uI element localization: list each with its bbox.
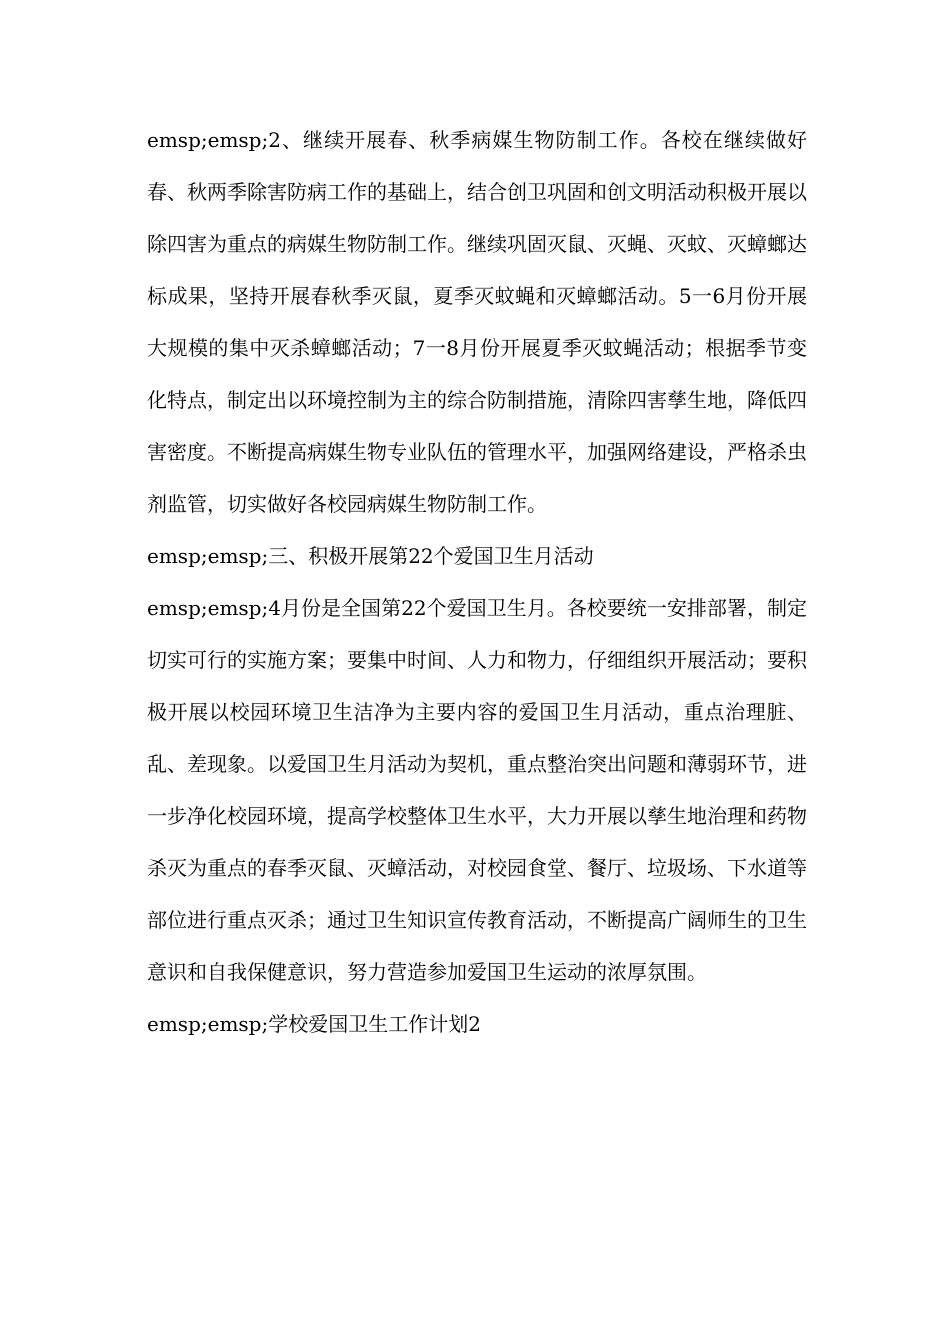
section-heading-patriotic-health-month: emsp;emsp;三、积极开展第22个爱国卫生月活动 [147,544,594,568]
plan-title-2: emsp;emsp;学校爱国卫生工作计划2 [147,1012,481,1036]
paragraph-vector-control: emsp;emsp;2、继续开展春、秋季病媒生物防制工作。各校在继续做好春、秋两季除害防病工作的基础上，结合创卫巩固和创文明活动积极开展以除四害为重点的病媒生物防制工作。继续巩固灭鼠、灭蝇、灭蚊、灭蟑螂达标成果，坚持开展春秋季灭鼠，夏季灭蚊蝇和灭蟑螂活动。5一6月份开展大规模的集中灭杀蟑螂活动；7一8月份开展夏季灭蚊蝇活动；根据季节变化特点，制定出以环境控制为主的综合防制措施，清除四害孳生地，降低四害密度。不断提高病媒生物专业队伍的管理水平，加强网络建设，严格杀虫剂监管，切实做好各校园病媒生物防制工作。 [147,128,807,516]
paragraph-health-month-activities: emsp;emsp;4月份是全国第22个爱国卫生月。各校要统一安排部署，制定切实可行的实施方案；要集中时间、人力和物力，仔细组织开展活动；要积极开展以校园环境卫生洁净为主要内容的爱国卫生月活动，重点治理脏、乱、差现象。以爱国卫生月活动为契机，重点整治突出问题和薄弱环节，进一步净化校园环境，提高学校整体卫生水平，大力开展以孳生地治理和药物杀灭为重点的春季灭鼠、灭蟑活动，对校园食堂、餐厅、垃圾场、下水道等部位进行重点灭杀；通过卫生知识宣传教育活动，不断提高广阔师生的卫生意识和自我保健意识，努力营造参加爱国卫生运动的浓厚氛围。 [147,596,807,984]
document-body [147,114,807,1050]
